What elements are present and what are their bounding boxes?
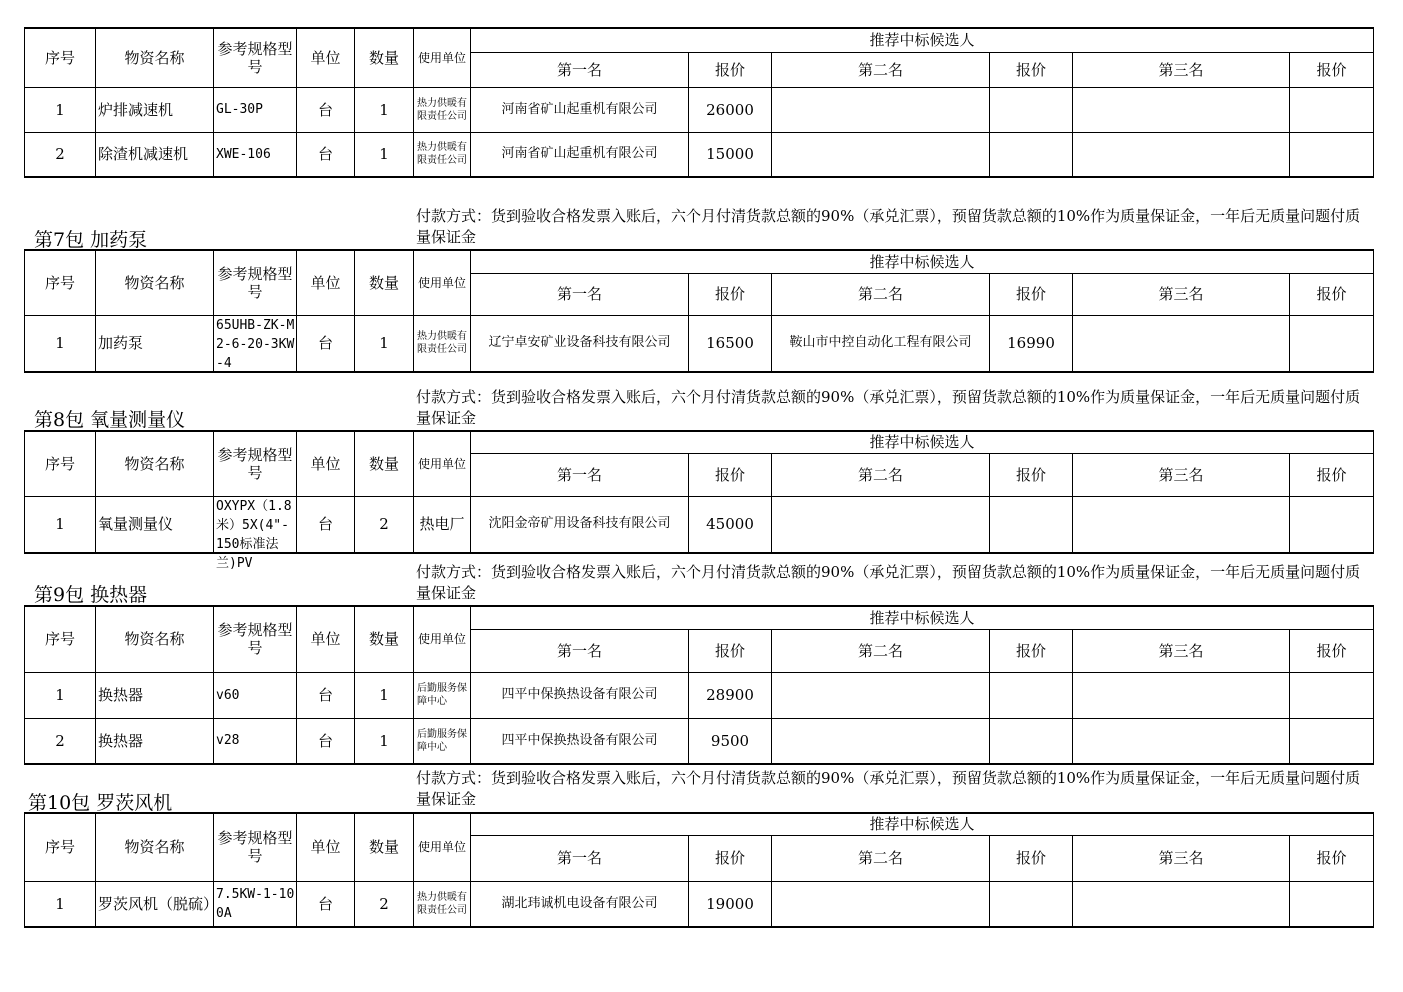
cell-seq: 1 <box>25 315 96 372</box>
cell-qty: 1 <box>355 718 414 764</box>
cell-price-1: 28900 <box>689 672 772 718</box>
cell-name: 炉排减速机 <box>96 87 214 132</box>
cell-unit: 台 <box>297 496 355 553</box>
cell-user: 热力供暖有限责任公司 <box>414 315 471 372</box>
cell-spec <box>214 672 297 718</box>
header-spec: 参考规格型号 <box>214 431 297 496</box>
cell-first-place: 河南省矿山起重机有限公司 <box>471 132 689 177</box>
package-title: 第9包 换热器 <box>34 584 148 606</box>
header-first: 第一名 <box>471 835 689 881</box>
header-price-1: 报价 <box>689 835 772 881</box>
spec-text: v28 <box>216 733 240 749</box>
cell-third-place <box>1073 881 1290 927</box>
header-qty: 数量 <box>355 606 414 672</box>
cell-price-2 <box>990 718 1073 764</box>
cell-unit: 台 <box>297 881 355 927</box>
header-third: 第三名 <box>1073 453 1290 496</box>
header-name: 物资名称 <box>96 28 214 87</box>
header-qty: 数量 <box>355 813 414 881</box>
payment-terms: 付款方式：货到验收合格发票入账后，六个月付清货款总额的90%（承兑汇票），预留货款总额的10%作为质量保证金，一年后无质量问题付质量保证金 <box>416 769 1361 808</box>
header-third: 第三名 <box>1073 273 1290 315</box>
cell-price-3 <box>1290 672 1374 718</box>
cell-unit: 台 <box>297 718 355 764</box>
cell-price-3 <box>1290 87 1374 132</box>
header-seq: 序号 <box>25 28 96 87</box>
header-seq: 序号 <box>25 250 96 315</box>
header-recommend: 推荐中标候选人 <box>471 813 1374 835</box>
cell-seq: 1 <box>25 881 96 927</box>
table-row <box>25 315 1374 372</box>
header-name: 物资名称 <box>96 813 214 881</box>
cell-spec <box>214 718 297 764</box>
header-user: 使用单位 <box>414 250 471 315</box>
header-price-2: 报价 <box>990 273 1073 315</box>
cell-third-place <box>1073 315 1290 372</box>
header-unit: 单位 <box>297 250 355 315</box>
header-second: 第二名 <box>772 835 990 881</box>
package-title: 第8包 氧量测量仪 <box>34 409 186 431</box>
header-name: 物资名称 <box>96 431 214 496</box>
cell-price-2 <box>990 496 1073 553</box>
package-title: 第7包 加药泵 <box>34 229 148 251</box>
cell-spec <box>214 496 297 571</box>
header-second: 第二名 <box>772 629 990 672</box>
cell-second-place: 鞍山市中控自动化工程有限公司 <box>772 315 990 372</box>
cell-seq: 2 <box>25 132 96 177</box>
spec-text: 7.5KW-1-100A <box>216 886 295 921</box>
header-recommend: 推荐中标候选人 <box>471 606 1374 629</box>
package-table <box>24 249 1374 373</box>
cell-user: 热力供暖有限责任公司 <box>414 881 471 927</box>
table-row <box>25 132 1374 177</box>
cell-name: 除渣机减速机 <box>96 132 214 177</box>
cell-price-2 <box>990 881 1073 927</box>
header-price-2: 报价 <box>990 835 1073 881</box>
cell-unit: 台 <box>297 315 355 372</box>
cell-first-place: 沈阳金帝矿用设备科技有限公司 <box>471 496 689 553</box>
header-name: 物资名称 <box>96 250 214 315</box>
cell-second-place <box>772 672 990 718</box>
header-price-3: 报价 <box>1290 453 1374 496</box>
spec-text: GL-30P <box>216 102 263 117</box>
cell-price-1: 19000 <box>689 881 772 927</box>
payment-terms: 付款方式：货到验收合格发票入账后，六个月付清货款总额的90%（承兑汇票），预留货款总额的10%作为质量保证金，一年后无质量问题付质量保证金 <box>416 388 1361 427</box>
cell-qty: 1 <box>355 87 414 132</box>
header-unit: 单位 <box>297 28 355 87</box>
header-qty: 数量 <box>355 431 414 496</box>
header-qty: 数量 <box>355 28 414 87</box>
header-price-1: 报价 <box>689 273 772 315</box>
header-third: 第三名 <box>1073 629 1290 672</box>
header-second: 第二名 <box>772 52 990 87</box>
payment-terms: 付款方式：货到验收合格发票入账后，六个月付清货款总额的90%（承兑汇票），预留货款总额的10%作为质量保证金，一年后无质量问题付质量保证金 <box>416 207 1361 246</box>
cell-third-place <box>1073 87 1290 132</box>
cell-price-1: 26000 <box>689 87 772 132</box>
header-user: 使用单位 <box>414 28 471 87</box>
cell-second-place <box>772 496 990 553</box>
header-first: 第一名 <box>471 629 689 672</box>
cell-first-place: 湖北玮诚机电设备有限公司 <box>471 881 689 927</box>
cell-name: 换热器 <box>96 672 214 718</box>
cell-seq: 1 <box>25 496 96 553</box>
header-qty: 数量 <box>355 250 414 315</box>
cell-user: 热力供暖有限责任公司 <box>414 87 471 132</box>
table-row <box>25 87 1374 132</box>
header-price-2: 报价 <box>990 629 1073 672</box>
header-price-2: 报价 <box>990 52 1073 87</box>
header-first: 第一名 <box>471 52 689 87</box>
header-spec: 参考规格型号 <box>214 606 297 672</box>
cell-name: 罗茨风机（脱硫） <box>96 881 214 927</box>
cell-user: 后勤服务保障中心 <box>414 672 471 718</box>
cell-unit: 台 <box>297 672 355 718</box>
spec-text: v60 <box>216 687 240 703</box>
header-user: 使用单位 <box>414 813 471 881</box>
table-row <box>25 672 1374 718</box>
cell-spec <box>214 132 297 177</box>
cell-price-2 <box>990 132 1073 177</box>
cell-first-place: 四平中保换热设备有限公司 <box>471 672 689 718</box>
table-row <box>25 718 1374 764</box>
cell-spec <box>214 881 297 927</box>
cell-seq: 1 <box>25 87 96 132</box>
header-user: 使用单位 <box>414 606 471 672</box>
header-unit: 单位 <box>297 606 355 672</box>
spec-text: OXYPX（1.8米）5X(4"-150标准法兰)PV <box>216 498 292 571</box>
cell-third-place <box>1073 496 1290 553</box>
header-spec: 参考规格型号 <box>214 813 297 881</box>
cell-spec <box>214 87 297 132</box>
package-table <box>24 27 1374 178</box>
cell-price-1: 16500 <box>689 315 772 372</box>
cell-price-1: 45000 <box>689 496 772 553</box>
header-first: 第一名 <box>471 453 689 496</box>
header-name: 物资名称 <box>96 606 214 672</box>
header-price-3: 报价 <box>1290 273 1374 315</box>
spec-text: 65UHB-ZK-M2-6-20-3KW-4 <box>216 317 295 371</box>
header-seq: 序号 <box>25 813 96 881</box>
header-seq: 序号 <box>25 431 96 496</box>
cell-user: 后勤服务保障中心 <box>414 718 471 764</box>
cell-qty: 1 <box>355 315 414 372</box>
cell-user: 热电厂 <box>414 496 471 553</box>
cell-price-3 <box>1290 132 1374 177</box>
cell-second-place <box>772 881 990 927</box>
cell-third-place <box>1073 132 1290 177</box>
cell-price-3 <box>1290 496 1374 553</box>
header-seq: 序号 <box>25 606 96 672</box>
header-recommend: 推荐中标候选人 <box>471 28 1374 52</box>
payment-terms: 付款方式：货到验收合格发票入账后，六个月付清货款总额的90%（承兑汇票），预留货款总额的10%作为质量保证金，一年后无质量问题付质量保证金 <box>416 563 1361 602</box>
header-spec: 参考规格型号 <box>214 250 297 315</box>
header-price-2: 报价 <box>990 453 1073 496</box>
header-price-1: 报价 <box>689 453 772 496</box>
header-unit: 单位 <box>297 431 355 496</box>
cell-price-3 <box>1290 718 1374 764</box>
header-unit: 单位 <box>297 813 355 881</box>
package-table <box>24 605 1374 765</box>
cell-qty: 1 <box>355 132 414 177</box>
cell-price-3 <box>1290 881 1374 927</box>
cell-unit: 台 <box>297 132 355 177</box>
header-price-1: 报价 <box>689 52 772 87</box>
spec-text: XWE-106 <box>216 146 271 162</box>
cell-price-2: 16990 <box>990 315 1073 372</box>
package-title: 第10包 罗茨风机 <box>28 792 173 814</box>
header-price-3: 报价 <box>1290 52 1374 87</box>
header-third: 第三名 <box>1073 835 1290 881</box>
cell-name: 换热器 <box>96 718 214 764</box>
header-price-3: 报价 <box>1290 835 1374 881</box>
header-spec: 参考规格型号 <box>214 28 297 87</box>
cell-qty: 1 <box>355 672 414 718</box>
cell-price-2 <box>990 87 1073 132</box>
header-recommend: 推荐中标候选人 <box>471 250 1374 273</box>
header-second: 第二名 <box>772 453 990 496</box>
cell-second-place <box>772 718 990 764</box>
package-table <box>24 430 1374 571</box>
cell-price-3 <box>1290 315 1374 372</box>
header-price-3: 报价 <box>1290 629 1374 672</box>
cell-name: 氧量测量仪 <box>96 496 214 553</box>
header-user: 使用单位 <box>414 431 471 496</box>
cell-first-place: 四平中保换热设备有限公司 <box>471 718 689 764</box>
cell-qty: 2 <box>355 881 414 927</box>
page-bottom-mask <box>0 928 1403 992</box>
cell-second-place <box>772 87 990 132</box>
header-second: 第二名 <box>772 273 990 315</box>
cell-user: 热力供暖有限责任公司 <box>414 132 471 177</box>
cell-name: 加药泵 <box>96 315 214 372</box>
table-row <box>25 881 1374 927</box>
header-first: 第一名 <box>471 273 689 315</box>
cell-spec <box>214 315 297 372</box>
package-table <box>24 812 1374 928</box>
cell-seq: 2 <box>25 718 96 764</box>
cell-seq: 1 <box>25 672 96 718</box>
header-price-1: 报价 <box>689 629 772 672</box>
cell-third-place <box>1073 672 1290 718</box>
cell-first-place: 辽宁卓安矿业设备科技有限公司 <box>471 315 689 372</box>
cell-second-place <box>772 132 990 177</box>
header-recommend: 推荐中标候选人 <box>471 431 1374 453</box>
header-third: 第三名 <box>1073 52 1290 87</box>
cell-price-2 <box>990 672 1073 718</box>
cell-first-place: 河南省矿山起重机有限公司 <box>471 87 689 132</box>
cell-price-1: 15000 <box>689 132 772 177</box>
cell-unit: 台 <box>297 87 355 132</box>
cell-third-place <box>1073 718 1290 764</box>
cell-price-1: 9500 <box>689 718 772 764</box>
cell-qty: 2 <box>355 496 414 553</box>
table-row <box>25 496 1374 553</box>
